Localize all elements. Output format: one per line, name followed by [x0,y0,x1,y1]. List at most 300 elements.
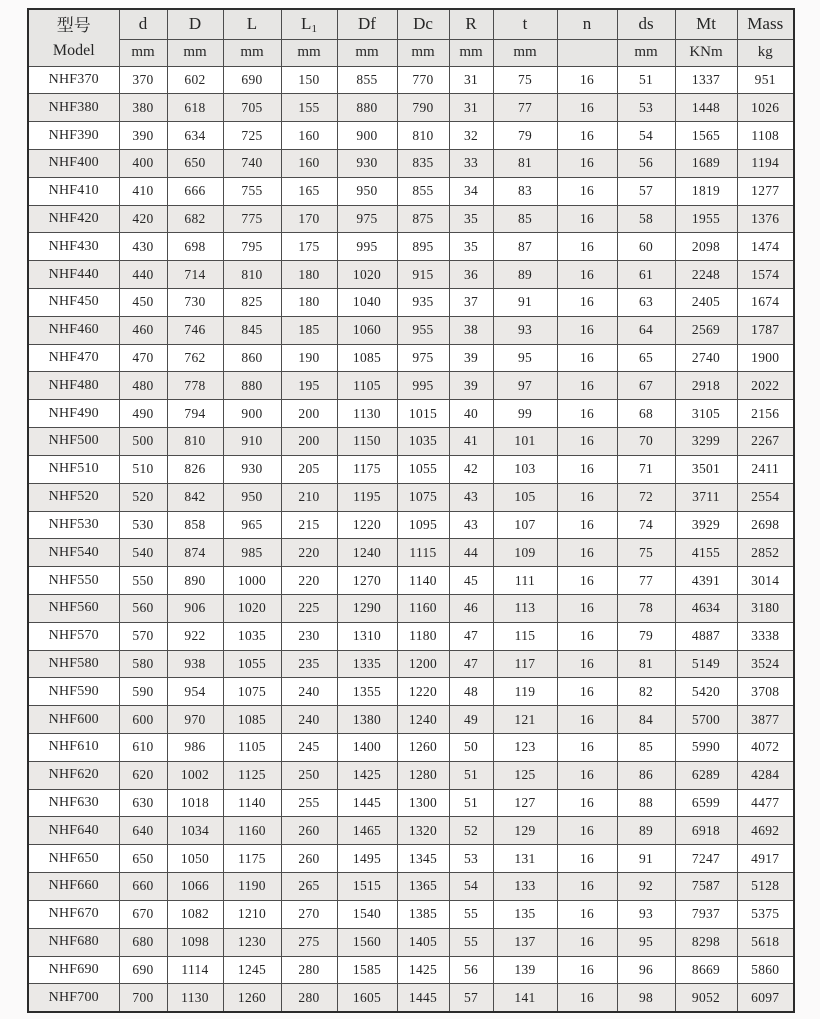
value-cell-Dc: 1425 [397,956,449,984]
value-cell-D: 1130 [167,984,223,1012]
model-cell: NHF670 [28,900,119,928]
table-row [28,845,794,873]
value-cell-Df: 1335 [337,650,397,678]
value-cell-Mt: 2740 [675,344,737,372]
value-cell-t: 139 [493,956,557,984]
value-cell-Mt: 7937 [675,900,737,928]
value-cell-L1: 190 [281,344,337,372]
model-cell: NHF540 [28,539,119,567]
value-cell-R: 54 [449,873,493,901]
value-cell-L: 1210 [223,900,281,928]
value-cell-L1: 180 [281,261,337,289]
value-cell-ds: 95 [617,928,675,956]
value-cell-L: 1140 [223,789,281,817]
value-cell-d: 680 [119,928,167,956]
value-cell-Mt: 5420 [675,678,737,706]
column-header-ds: ds [617,9,675,39]
model-cell: NHF530 [28,511,119,539]
value-cell-R: 43 [449,483,493,511]
value-cell-d: 610 [119,734,167,762]
value-cell-d: 580 [119,650,167,678]
value-cell-t: 79 [493,122,557,150]
value-cell-Df: 880 [337,94,397,122]
value-cell-d: 660 [119,873,167,901]
model-cell: NHF570 [28,622,119,650]
value-cell-L1: 240 [281,678,337,706]
value-cell-Mt: 7247 [675,845,737,873]
value-cell-ds: 68 [617,400,675,428]
value-cell-Mass: 2156 [737,400,794,428]
value-cell-n: 16 [557,984,617,1012]
model-cell: NHF450 [28,289,119,317]
value-cell-Df: 1130 [337,400,397,428]
value-cell-n: 16 [557,845,617,873]
value-cell-Dc: 935 [397,289,449,317]
value-cell-Mass: 2698 [737,511,794,539]
value-cell-Mass: 2022 [737,372,794,400]
table-row [28,650,794,678]
value-cell-Mass: 2554 [737,483,794,511]
column-unit-ds: mm [617,39,675,66]
table-row [28,789,794,817]
value-cell-d: 500 [119,428,167,456]
value-cell-Mass: 2852 [737,539,794,567]
value-cell-R: 36 [449,261,493,289]
value-cell-Dc: 955 [397,316,449,344]
value-cell-Mass: 6097 [737,984,794,1012]
value-cell-R: 38 [449,316,493,344]
value-cell-Dc: 855 [397,177,449,205]
value-cell-ds: 51 [617,66,675,94]
value-cell-ds: 72 [617,483,675,511]
value-cell-L1: 210 [281,483,337,511]
column-header-R: R [449,9,493,39]
column-header-L1: $L_1$ [281,9,337,39]
value-cell-d: 530 [119,511,167,539]
value-cell-d: 620 [119,761,167,789]
value-cell-ds: 61 [617,261,675,289]
value-cell-Df: 1290 [337,594,397,622]
value-cell-t: 121 [493,706,557,734]
value-cell-n: 16 [557,455,617,483]
value-cell-d: 490 [119,400,167,428]
model-cell: NHF650 [28,845,119,873]
value-cell-D: 1098 [167,928,223,956]
value-cell-L: 1160 [223,817,281,845]
value-cell-Mass: 1674 [737,289,794,317]
value-cell-Mt: 5990 [675,734,737,762]
value-cell-L1: 155 [281,94,337,122]
value-cell-L: 900 [223,400,281,428]
value-cell-Dc: 1160 [397,594,449,622]
value-cell-L: 1055 [223,650,281,678]
value-cell-D: 938 [167,650,223,678]
table-row [28,372,794,400]
value-cell-d: 460 [119,316,167,344]
value-cell-Dc: 1220 [397,678,449,706]
value-cell-L: 740 [223,149,281,177]
value-cell-L: 1075 [223,678,281,706]
table-row [28,344,794,372]
value-cell-Dc: 1140 [397,567,449,595]
header-unit-row [28,39,794,66]
value-cell-R: 51 [449,761,493,789]
value-cell-t: 91 [493,289,557,317]
value-cell-n: 16 [557,316,617,344]
value-cell-L: 880 [223,372,281,400]
value-cell-n: 16 [557,873,617,901]
value-cell-n: 16 [557,261,617,289]
value-cell-R: 51 [449,789,493,817]
value-cell-Mt: 2248 [675,261,737,289]
value-cell-Mass: 4284 [737,761,794,789]
value-cell-L: 910 [223,428,281,456]
table-row [28,66,794,94]
value-cell-D: 602 [167,66,223,94]
model-cell: NHF490 [28,400,119,428]
value-cell-L: 1020 [223,594,281,622]
value-cell-n: 16 [557,205,617,233]
table-row [28,956,794,984]
value-cell-Df: 1220 [337,511,397,539]
value-cell-L1: 250 [281,761,337,789]
column-unit-t: mm [493,39,557,66]
value-cell-D: 954 [167,678,223,706]
model-cell: NHF520 [28,483,119,511]
value-cell-Mass: 1474 [737,233,794,261]
value-cell-R: 37 [449,289,493,317]
value-cell-Df: 1085 [337,344,397,372]
value-cell-t: 103 [493,455,557,483]
value-cell-d: 570 [119,622,167,650]
column-unit-L1: mm [281,39,337,66]
header-label-row [28,9,794,39]
column-unit-Dc: mm [397,39,449,66]
value-cell-Mt: 1955 [675,205,737,233]
value-cell-D: 618 [167,94,223,122]
value-cell-ds: 71 [617,455,675,483]
value-cell-Df: 1605 [337,984,397,1012]
value-cell-Mass: 3708 [737,678,794,706]
table-row [28,900,794,928]
table-row [28,289,794,317]
value-cell-D: 842 [167,483,223,511]
value-cell-Mass: 3524 [737,650,794,678]
model-cell: NHF640 [28,817,119,845]
value-cell-Dc: 1365 [397,873,449,901]
value-cell-Dc: 810 [397,122,449,150]
value-cell-L1: 220 [281,567,337,595]
value-cell-L1: 255 [281,789,337,817]
column-header-Mass: Mass [737,9,794,39]
value-cell-Mt: 3929 [675,511,737,539]
value-cell-ds: 75 [617,539,675,567]
value-cell-t: 89 [493,261,557,289]
model-cell: NHF610 [28,734,119,762]
model-cell: NHF500 [28,428,119,456]
value-cell-D: 906 [167,594,223,622]
value-cell-Mass: 951 [737,66,794,94]
value-cell-d: 510 [119,455,167,483]
value-cell-n: 16 [557,706,617,734]
value-cell-D: 890 [167,567,223,595]
value-cell-d: 520 [119,483,167,511]
value-cell-D: 1050 [167,845,223,873]
value-cell-L: 1125 [223,761,281,789]
spec-table [27,8,795,1013]
table-row [28,928,794,956]
value-cell-n: 16 [557,344,617,372]
value-cell-L: 1190 [223,873,281,901]
column-header-D: D [167,9,223,39]
value-cell-Dc: 1445 [397,984,449,1012]
value-cell-Mt: 4634 [675,594,737,622]
value-cell-L1: 170 [281,205,337,233]
column-header-Mt: Mt [675,9,737,39]
value-cell-Df: 1445 [337,789,397,817]
value-cell-R: 55 [449,900,493,928]
value-cell-n: 16 [557,177,617,205]
value-cell-d: 650 [119,845,167,873]
value-cell-ds: 57 [617,177,675,205]
value-cell-t: 97 [493,372,557,400]
value-cell-R: 39 [449,344,493,372]
value-cell-L: 1230 [223,928,281,956]
table-body [28,66,794,1012]
value-cell-Df: 1040 [337,289,397,317]
value-cell-t: 117 [493,650,557,678]
value-cell-t: 127 [493,789,557,817]
value-cell-t: 119 [493,678,557,706]
model-header-en: Model [52,41,95,59]
value-cell-R: 49 [449,706,493,734]
value-cell-Mt: 4155 [675,539,737,567]
value-cell-Df: 995 [337,233,397,261]
value-cell-Mass: 4692 [737,817,794,845]
value-cell-Mass: 1026 [737,94,794,122]
value-cell-d: 590 [119,678,167,706]
value-cell-L1: 200 [281,400,337,428]
value-cell-Mt: 8298 [675,928,737,956]
value-cell-ds: 74 [617,511,675,539]
value-cell-R: 47 [449,650,493,678]
table-row [28,873,794,901]
column-unit-n [557,39,617,66]
value-cell-L: 950 [223,483,281,511]
value-cell-R: 44 [449,539,493,567]
value-cell-R: 50 [449,734,493,762]
table-row [28,94,794,122]
value-cell-L1: 270 [281,900,337,928]
value-cell-Mt: 1337 [675,66,737,94]
value-cell-R: 56 [449,956,493,984]
value-cell-D: 1018 [167,789,223,817]
value-cell-R: 57 [449,984,493,1012]
value-cell-ds: 89 [617,817,675,845]
value-cell-Df: 1195 [337,483,397,511]
model-cell: NHF660 [28,873,119,901]
value-cell-L1: 205 [281,455,337,483]
value-cell-Df: 1425 [337,761,397,789]
value-cell-Dc: 995 [397,372,449,400]
model-cell: NHF460 [28,316,119,344]
value-cell-L1: 260 [281,845,337,873]
value-cell-Df: 1380 [337,706,397,734]
value-cell-Mass: 1900 [737,344,794,372]
value-cell-Mt: 4887 [675,622,737,650]
model-cell: NHF700 [28,984,119,1012]
value-cell-Mt: 2569 [675,316,737,344]
value-cell-n: 16 [557,539,617,567]
value-cell-n: 16 [557,66,617,94]
value-cell-D: 778 [167,372,223,400]
column-header-Df: Df [337,9,397,39]
value-cell-d: 690 [119,956,167,984]
value-cell-d: 600 [119,706,167,734]
value-cell-t: 99 [493,400,557,428]
value-cell-d: 390 [119,122,167,150]
value-cell-n: 16 [557,622,617,650]
table-row [28,177,794,205]
model-cell: NHF380 [28,94,119,122]
value-cell-n: 16 [557,567,617,595]
value-cell-R: 45 [449,567,493,595]
value-cell-L: 965 [223,511,281,539]
model-cell: NHF390 [28,122,119,150]
value-cell-L1: 200 [281,428,337,456]
value-cell-ds: 78 [617,594,675,622]
value-cell-ds: 77 [617,567,675,595]
value-cell-D: 634 [167,122,223,150]
value-cell-Mass: 2411 [737,455,794,483]
value-cell-Mass: 5618 [737,928,794,956]
value-cell-L1: 185 [281,316,337,344]
value-cell-D: 746 [167,316,223,344]
value-cell-Df: 855 [337,66,397,94]
value-cell-Mass: 3338 [737,622,794,650]
value-cell-Df: 1540 [337,900,397,928]
value-cell-Mass: 5375 [737,900,794,928]
value-cell-L: 845 [223,316,281,344]
value-cell-Df: 950 [337,177,397,205]
value-cell-ds: 79 [617,622,675,650]
model-cell: NHF470 [28,344,119,372]
value-cell-n: 16 [557,761,617,789]
value-cell-Df: 1150 [337,428,397,456]
value-cell-Dc: 1180 [397,622,449,650]
value-cell-Mt: 3105 [675,400,737,428]
value-cell-Mt: 6599 [675,789,737,817]
value-cell-L: 985 [223,539,281,567]
value-cell-d: 630 [119,789,167,817]
value-cell-ds: 86 [617,761,675,789]
value-cell-Mass: 4072 [737,734,794,762]
value-cell-ds: 84 [617,706,675,734]
value-cell-Mass: 1277 [737,177,794,205]
value-cell-t: 75 [493,66,557,94]
value-cell-ds: 56 [617,149,675,177]
value-cell-Mass: 3877 [737,706,794,734]
value-cell-Df: 1020 [337,261,397,289]
value-cell-Dc: 1280 [397,761,449,789]
value-cell-n: 16 [557,149,617,177]
value-cell-R: 34 [449,177,493,205]
value-cell-L1: 215 [281,511,337,539]
value-cell-d: 640 [119,817,167,845]
value-cell-Df: 1270 [337,567,397,595]
value-cell-R: 53 [449,845,493,873]
value-cell-Mt: 5149 [675,650,737,678]
value-cell-L: 725 [223,122,281,150]
value-cell-d: 380 [119,94,167,122]
column-header-t: t [493,9,557,39]
value-cell-Df: 930 [337,149,397,177]
value-cell-n: 16 [557,734,617,762]
value-cell-L1: 275 [281,928,337,956]
value-cell-Mass: 4917 [737,845,794,873]
value-cell-n: 16 [557,511,617,539]
value-cell-R: 40 [449,400,493,428]
table-row [28,622,794,650]
table-row [28,511,794,539]
value-cell-D: 762 [167,344,223,372]
value-cell-R: 52 [449,817,493,845]
table-header [28,9,794,66]
value-cell-n: 16 [557,400,617,428]
value-cell-Mt: 4391 [675,567,737,595]
value-cell-Mass: 5860 [737,956,794,984]
column-unit-L: mm [223,39,281,66]
value-cell-Df: 1175 [337,455,397,483]
value-cell-ds: 88 [617,789,675,817]
value-cell-Mass: 5128 [737,873,794,901]
value-cell-t: 125 [493,761,557,789]
value-cell-Dc: 1115 [397,539,449,567]
value-cell-L1: 150 [281,66,337,94]
value-cell-L: 1000 [223,567,281,595]
value-cell-Df: 1060 [337,316,397,344]
value-cell-Df: 1465 [337,817,397,845]
value-cell-t: 111 [493,567,557,595]
value-cell-ds: 96 [617,956,675,984]
value-cell-Mass: 1108 [737,122,794,150]
value-cell-Dc: 1300 [397,789,449,817]
value-cell-d: 400 [119,149,167,177]
value-cell-d: 440 [119,261,167,289]
value-cell-D: 794 [167,400,223,428]
value-cell-D: 730 [167,289,223,317]
value-cell-ds: 67 [617,372,675,400]
value-cell-L1: 265 [281,873,337,901]
value-cell-R: 33 [449,149,493,177]
value-cell-R: 42 [449,455,493,483]
table-row [28,594,794,622]
value-cell-Mt: 3299 [675,428,737,456]
value-cell-n: 16 [557,900,617,928]
model-cell: NHF410 [28,177,119,205]
value-cell-n: 16 [557,233,617,261]
value-cell-Df: 1400 [337,734,397,762]
value-cell-Mass: 3014 [737,567,794,595]
value-cell-d: 370 [119,66,167,94]
value-cell-L1: 180 [281,289,337,317]
table-row [28,122,794,150]
value-cell-D: 714 [167,261,223,289]
column-unit-Df: mm [337,39,397,66]
value-cell-L1: 175 [281,233,337,261]
table-row [28,734,794,762]
value-cell-n: 16 [557,94,617,122]
